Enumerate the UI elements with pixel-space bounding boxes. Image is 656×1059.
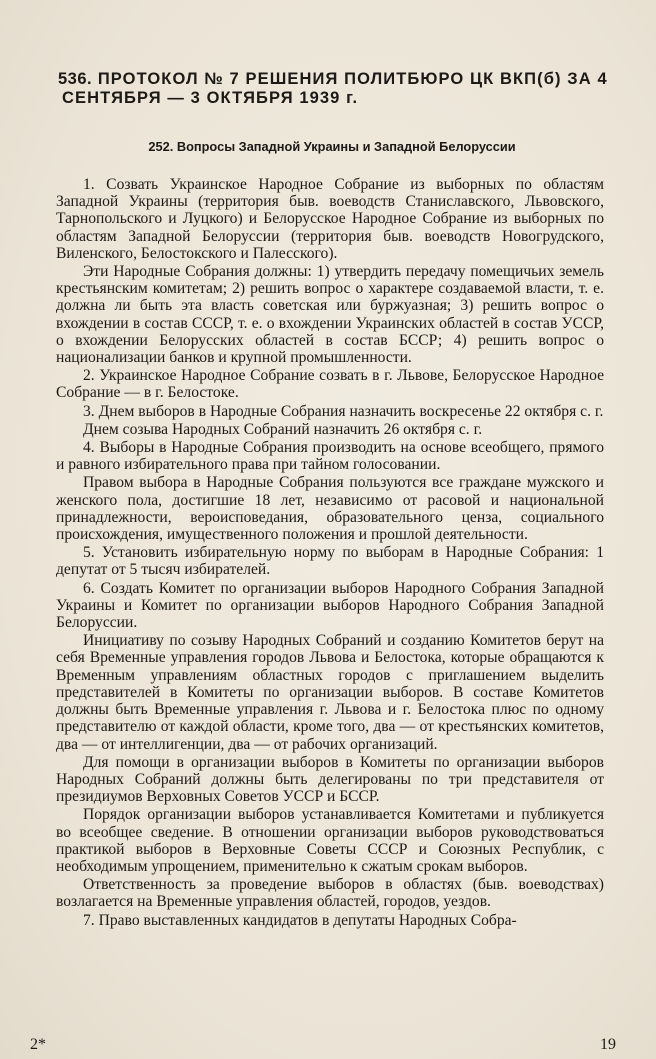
paragraph-9: 6. Создать Комитет по организации выборов Народного Собрания Западной Украины и Комитет по организации выборов Народного Собрания Западной Белоруссии. <box>56 579 604 632</box>
paragraph-2: Эти Народные Собрания должны: 1) утвердить передачу помещичьих земель крестьянским комитетам; 2) решить вопрос о характере создаваемой власти, т. е. должна ли быть эта власть советская или буржуазная; 3) решить вопрос о вхождении в состав СССР, т. е. о вхождении Украинских областей в состав УССР, о вхождении Белорусских областей в состав БССР; 4) решить вопрос о национализации банков и крупной промышленности. <box>56 263 604 367</box>
paragraph-7: Правом выбора в Народные Собрания пользуются все граждане мужского и женского пола, достигшие 18 лет, независимо от расовой и национальной принадлежности, вероисповедания, образовательного ценза, социального происхождения, имущественного положения и прошлой деятельности. <box>56 474 604 544</box>
section-subheading: 252. Вопросы Западной Украины и Западной Белоруссии <box>148 139 516 154</box>
paragraph-10: Инициативу по созыву Народных Собраний и созданию Комитетов берут на себя Временные управления городов Львова и Белостока, которые обращаются к Временным управлениям областных городов с приглашением выделить представителей в Комитеты по организации выборов. В составе Комитетов должны быть Временные управления г. Львова и г. Белостока плюс по одному представителю от каждой области, кроме того, два — от крестьянских комитетов, два — от интеллигенции, два — от рабочих организаций. <box>56 632 604 753</box>
footer-signature: 2* <box>30 1036 46 1053</box>
paragraph-14: 7. Право выставленных кандидатов в депутаты Народных Собра- <box>83 911 517 929</box>
paragraph-11: Для помощи в организации выборов в Комитеты по организации выборов Народных Собраний должны быть делегированы по три представителя от президиумов Верховных Советов УССР и БССР. <box>56 753 604 806</box>
heading-number: 536. <box>58 70 93 88</box>
paragraph-6: 4. Выборы в Народные Собрания производить на основе всеобщего, прямого и равного избирательного права при тайном голосовании. <box>56 439 604 474</box>
paragraph-8: 5. Установить избирательную норму по выборам в Народные Собрания: 1 депутат от 5 тысяч избирателей. <box>56 544 604 579</box>
document-heading <box>58 70 622 108</box>
paragraph-13: Ответственность за проведение выборов в областях (быв. воеводствах) возлагается на Временные управления областей, городов, уездов. <box>56 876 604 911</box>
page-number: 19 <box>600 1036 616 1053</box>
paragraph-1: 1. Созвать Украинское Народное Собрание из выборных по областям Западной Украины (территория быв. воеводств Станиславского, Львовского, Тарнопольского и Луцкого) и Белорусское Народное Собрание из выборных по областям Западной Белоруссии (территория быв. воеводств Новогрудского, Виленского, Белостокского и Палесского). <box>56 176 604 262</box>
paragraph-4: 3. Днем выборов в Народные Собрания назначить воскресенье 22 октября с. г. <box>83 402 604 420</box>
paragraph-5: Днем созыва Народных Собраний назначить 26 октября с. г. <box>83 420 483 438</box>
document-body <box>56 176 604 929</box>
paragraph-12: Порядок организации выборов устанавливается Комитетами и публикуется во всеобщее сведение. В отношении организации выборов руководствоваться практикой выборов в Верховные Советы СССР и Союзных Республик, с необходимым упрощением, применительно к сжатым срокам выборов. <box>56 806 604 875</box>
heading-text: ПРОТОКОЛ № 7 РЕШЕНИЯ ПОЛИТБЮРО ЦК ВКП(б) ЗА 4 СЕНТЯБРЯ — 3 ОКТЯБРЯ 1939 г. <box>62 70 608 107</box>
paragraph-3: 2. Украинское Народное Собрание созвать в г. Львове, Белорусское Народное Собрание — в г. Белостоке. <box>56 367 604 402</box>
